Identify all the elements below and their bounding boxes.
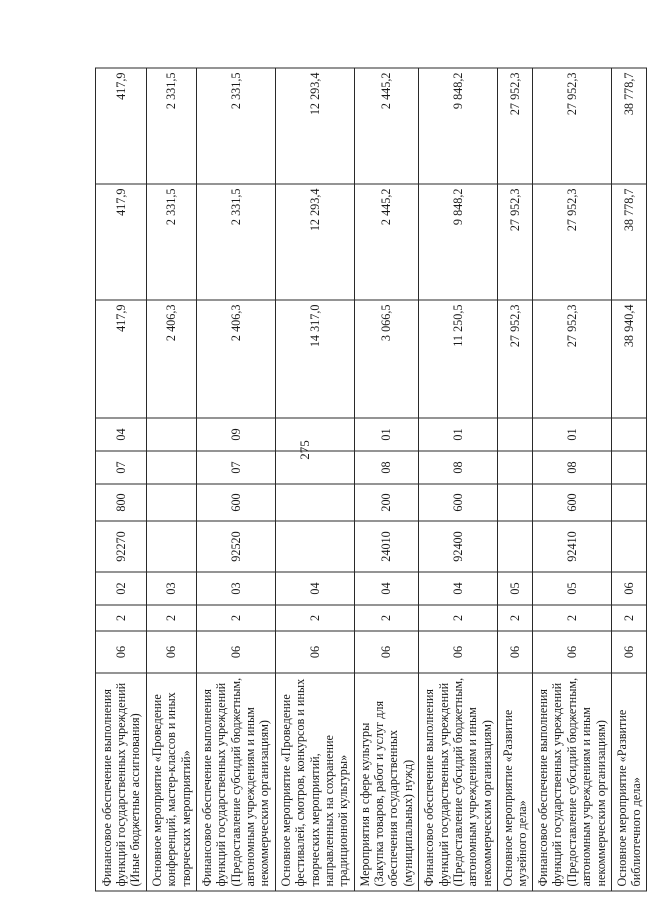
event-code: 05 (498, 572, 533, 605)
event-code: 06 (612, 572, 647, 605)
expense-type-code (147, 484, 196, 521)
subprogram-code: 2 (498, 605, 533, 631)
amount-1: 2 406,3 (196, 300, 275, 418)
row-name: Основное мероприятие «Проведение конференций, мастер-классов и иных творческих мероприятий» (147, 673, 196, 891)
amount-3: 38 778,7 (612, 68, 647, 184)
subprogram-code: 2 (533, 605, 612, 631)
subsection-code (275, 418, 354, 451)
program-code: 06 (354, 631, 418, 673)
program-code: 06 (147, 631, 196, 673)
program-code: 06 (419, 631, 498, 673)
subsection-code: 01 (419, 418, 498, 451)
program-code: 06 (96, 631, 147, 673)
subsection-code (498, 418, 533, 451)
section-code: 08 (419, 451, 498, 484)
amount-2: 27 952,3 (533, 184, 612, 300)
amount-3: 2 331,5 (196, 68, 275, 184)
subsection-code (147, 418, 196, 451)
table-row (147, 68, 196, 891)
subsection-code (612, 418, 647, 451)
amount-1: 417,9 (96, 300, 147, 418)
expense-type-code: 600 (196, 484, 275, 521)
direction-code (147, 521, 196, 572)
amount-2: 2 331,5 (147, 184, 196, 300)
program-code: 06 (533, 631, 612, 673)
amount-3: 2 331,5 (147, 68, 196, 184)
subsection-code: 01 (354, 418, 418, 451)
direction-code: 24010 (354, 521, 418, 572)
event-code: 03 (147, 572, 196, 605)
amount-1: 38 940,4 (612, 300, 647, 418)
amount-2: 417,9 (96, 184, 147, 300)
expense-type-code: 600 (419, 484, 498, 521)
row-name: Основное мероприятие «Развитие библиотечного дела» (612, 673, 647, 891)
expense-type-code: 800 (96, 484, 147, 521)
section-code: 07 (196, 451, 275, 484)
amount-1: 3 066,5 (354, 300, 418, 418)
subprogram-code: 2 (147, 605, 196, 631)
row-name: Основное мероприятие «Проведение фестивалей, смотров, конкурсов и иных творческих мероприятий, направленных на сохранение традиционной культуры» (275, 673, 354, 891)
row-name: Финансовое обеспечение выполнения функций государственных учреждений (Предоставление субсидий бюджетным, автономным учреждениям и иным некоммерческим организациям) (196, 673, 275, 891)
amount-1: 11 250,5 (419, 300, 498, 418)
row-name: Финансовое обеспечение выполнения функций государственных учреждений (Предоставление субсидий бюджетным, автономным учреждениям и иным некоммерческим организациям) (533, 673, 612, 891)
program-code: 06 (196, 631, 275, 673)
amount-1: 27 952,3 (533, 300, 612, 418)
amount-3: 12 293,4 (275, 68, 354, 184)
budget-table-rotated (95, 69, 647, 892)
direction-code: 92410 (533, 521, 612, 572)
table-row (354, 68, 418, 891)
subsection-code: 04 (96, 418, 147, 451)
direction-code: 92400 (419, 521, 498, 572)
event-code: 04 (419, 572, 498, 605)
event-code: 02 (96, 572, 147, 605)
table-row (419, 68, 498, 891)
section-code (612, 451, 647, 484)
amount-2: 2 331,5 (196, 184, 275, 300)
amount-1: 2 406,3 (147, 300, 196, 418)
expense-type-code (275, 484, 354, 521)
amount-2: 2 445,2 (354, 184, 418, 300)
direction-code (275, 521, 354, 572)
subprogram-code: 2 (419, 605, 498, 631)
amount-2: 9 848,2 (419, 184, 498, 300)
budget-table (95, 68, 647, 892)
direction-code: 92270 (96, 521, 147, 572)
amount-3: 2 445,2 (354, 68, 418, 184)
page-number: 275 (297, 440, 312, 460)
row-name: Финансовое обеспечение выполнения функций государственных учреждений (Иные бюджетные ассигнования) (96, 673, 147, 891)
row-name: Основное мероприятие «Развитие музейного дела» (498, 673, 533, 891)
amount-2: 27 952,3 (498, 184, 533, 300)
amount-2: 38 778,7 (612, 184, 647, 300)
program-code: 06 (612, 631, 647, 673)
subsection-code: 09 (196, 418, 275, 451)
direction-code (498, 521, 533, 572)
subsection-code: 01 (533, 418, 612, 451)
amount-3: 417,9 (96, 68, 147, 184)
event-code: 04 (354, 572, 418, 605)
event-code: 04 (275, 572, 354, 605)
event-code: 05 (533, 572, 612, 605)
subprogram-code: 2 (96, 605, 147, 631)
row-name: Финансовое обеспечение выполнения функций государственных учреждений (Предоставление субсидий бюджетным, автономным учреждениям и иным некоммерческим организациям) (419, 673, 498, 891)
amount-1: 14 317,0 (275, 300, 354, 418)
direction-code (612, 521, 647, 572)
section-code (275, 451, 354, 484)
table-row (96, 68, 147, 891)
subprogram-code: 2 (275, 605, 354, 631)
section-code: 08 (354, 451, 418, 484)
expense-type-code: 600 (533, 484, 612, 521)
row-name: Мероприятия в сфере культуры (Закупка товаров, работ и услуг для обеспечения государственных (муниципальных) нужд) (354, 673, 418, 891)
table-row (196, 68, 275, 891)
direction-code: 92520 (196, 521, 275, 572)
section-code: 08 (533, 451, 612, 484)
amount-2: 12 293,4 (275, 184, 354, 300)
subprogram-code: 2 (612, 605, 647, 631)
expense-type-code: 200 (354, 484, 418, 521)
section-code: 07 (96, 451, 147, 484)
table-row (498, 68, 533, 891)
section-code (147, 451, 196, 484)
amount-3: 9 848,2 (419, 68, 498, 184)
table-row (533, 68, 612, 891)
table-row (275, 68, 354, 891)
program-code: 06 (275, 631, 354, 673)
subprogram-code: 2 (354, 605, 418, 631)
event-code: 03 (196, 572, 275, 605)
section-code (498, 451, 533, 484)
table-row (612, 68, 647, 891)
expense-type-code (498, 484, 533, 521)
amount-1: 27 952,3 (498, 300, 533, 418)
program-code: 06 (498, 631, 533, 673)
amount-3: 27 952,3 (498, 68, 533, 184)
expense-type-code (612, 484, 647, 521)
amount-3: 27 952,3 (533, 68, 612, 184)
subprogram-code: 2 (196, 605, 275, 631)
